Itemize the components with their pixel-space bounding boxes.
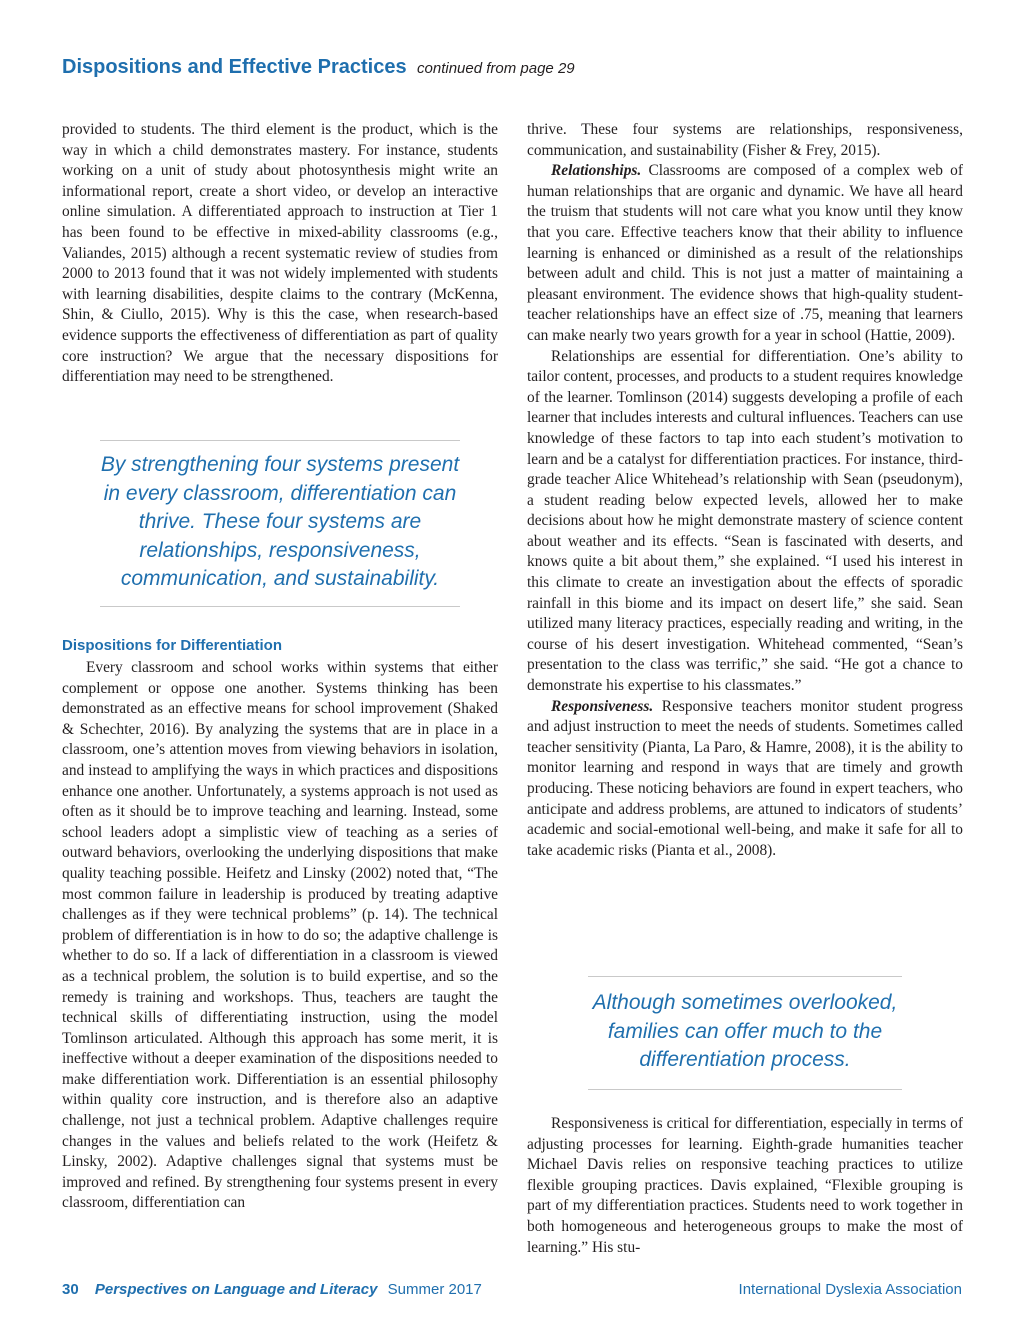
pull-quote-families: Although sometimes overlooked, families can offer much to the differentiation process.	[588, 976, 902, 1090]
running-header	[62, 56, 575, 79]
page-number: 30	[62, 1281, 79, 1298]
publication-title: Perspectives on Language and Literacy	[94, 1281, 378, 1298]
lead-in-responsiveness: Responsiveness.	[551, 697, 654, 715]
pull-quote-systems: By strengthening four systems present in every classroom, differentiation can thrive. These four systems are relationships, responsiveness, communication, and sustainability.	[100, 440, 460, 607]
lead-in-relationships: Relationships.	[551, 162, 642, 180]
footer-publication	[62, 1281, 482, 1298]
paragraph-responsiveness	[527, 697, 963, 862]
paragraph: thrive. These four systems are relationships, responsiveness, communication, and sustainability (Fisher & Frey, 2015).	[527, 121, 963, 159]
responsiveness-text: Responsive teachers monitor student progress and adjust instruction to meet the needs of students. Sometimes called teacher sensitivity (Pianta, La Paro, & Hamre, 2008), it is the ability to monitor learning and respond in ways that are timely and growth producing. These noticing behaviors are found in expert teachers, who anticipate and address problems, are attuned to indicators of students’ academic and social-emotional well-being, and make it safe for all to take academic risks (Pianta et al., 2008).	[527, 697, 963, 859]
subheading-dispositions: Dispositions for Differentiation	[62, 637, 283, 654]
left-column	[62, 120, 498, 388]
continued-note: continued from page 29	[417, 60, 575, 77]
relationships-text: Classrooms are composed of a complex web of human relationships that are organic and dynamic. We have all heard the truism that students will not care what you know until they know that you care. Effective teachers know that their ability to influence learning is enhanced or diminished as a result of the relationships between adult and child. This is not just a matter of maintaining a pleasant environment. The evidence shows that high-quality student-teacher relationships have an effect size of .75, meaning that learners can make nearly two years growth for a year in school (Hattie, 2009).	[527, 162, 963, 344]
right-column-lower	[527, 1114, 963, 1258]
paragraph-relationships	[527, 161, 963, 346]
paragraph: provided to students. The third element is the product, which is the way in which a child demonstrates mastery. For instance, students working on a unit of study about photosynthesis might write an informational report, create a short video, or develop an interactive online simulation. A differentiated approach to instruction at Tier 1 has been found to be effective in mixed-ability classrooms (e.g., Valiandes, 2015) although a recent systematic review of studies from 2000 to 2013 found that it was not widely implemented with students with learning disabilities, despite claims to the contrary (McKenna, Shin, & Ciullo, 2015). Why is this the case, when research-based evidence supports the effectiveness of differentiation as part of quality core instruction? We argue that the necessary dispositions for differentiation may need to be strengthened.	[62, 121, 498, 386]
left-column-lower	[62, 636, 498, 1214]
paragraph: Relationships are essential for differentiation. One’s ability to tailor content, processes, and products to a student requires knowledge of the learner. Tomlinson (2014) suggests developing a profile of each learner that includes interests and cultural influences. Teachers can use knowledge of these factors to tap into each student’s motivation to learn and be a catalyst for differentiation practices. For instance, third-grade teacher Alice Whitehead’s relationship with Sean (pseudonym), a student reading below expected levels, allowed her to make decisions about how he might demonstrate mastery of science content about weather and its effects. “Sean is fascinated with deserts, and knows quite a bit about them,” she explained. “I used his interest in this climate to create an investigation about the effects of sporadic rainfall in this biome and its impact on desert life,” she said. Sean utilized many literacy practices, especially reading and writing, in the course of his desert investigation. Whitehead commented, “Sean’s presentation to the class was terrific,” she said. “He got a chance to demonstrate his expertise to his classmates.”	[527, 347, 963, 695]
footer-organization: International Dyslexia Association	[738, 1281, 962, 1298]
paragraph: Responsiveness is critical for differentiation, especially in terms of adjusting processes for learning. Eighth-grade humanities teacher Michael Davis relies on responsive teaching practices to utilize flexible grouping practices. Davis explained, “Flexible grouping is part of my differentiation practices. Students need to work together in both homogeneous and heterogeneous groups to make the most of learning.” His stu-	[527, 1115, 963, 1256]
right-column	[527, 120, 963, 861]
section-title: Dispositions and Effective Practices	[62, 56, 407, 78]
paragraph: Every classroom and school works within systems that either complement or oppose one another. Systems thinking has been demonstrated as an effective means for school improvement (Shaked & Schechter, 2016). By analyzing the systems that are in place in a classroom, one’s attention moves from viewing behaviors in isolation, and instead to amplifying the ways in which practices and dispositions enhance one another. Unfortunately, a systems approach is not used as often as it should be to improve teaching and learning. Instead, some school leaders adopt a simplistic view of teaching as a series of outward behaviors, overlooking the underlying dispositions that make quality teaching possible. Heifetz and Linsky (2002) noted that, “The most common failure in leadership is produced by treating adaptive challenges as if they were technical problems” (p. 14). The technical problem of differentiation is in how to do so; the adaptive challenge is whether to do so. If a lack of differentiation in a classroom is viewed as a technical problem, the solution is to build expertise, and so the remedy is training and workshops. Thus, teachers are taught the technical skills of differentiating instruction, using the model Tomlinson articulated. Although this approach has some merit, it is ineffective without a deeper examination of the dispositions needed to make differentiation work. Differentiation is an essential philosophy within quality core instruction, and is therefore also an adaptive challenge, not just a technical problem. Adaptive challenges require changes in the values and beliefs related to the work (Heifetz & Linsky, 2002). Adaptive challenges signal that systems must be improved and refined. By strengthening four systems present in every classroom, differentiation can	[62, 659, 498, 1212]
issue-date: Summer 2017	[387, 1281, 482, 1298]
